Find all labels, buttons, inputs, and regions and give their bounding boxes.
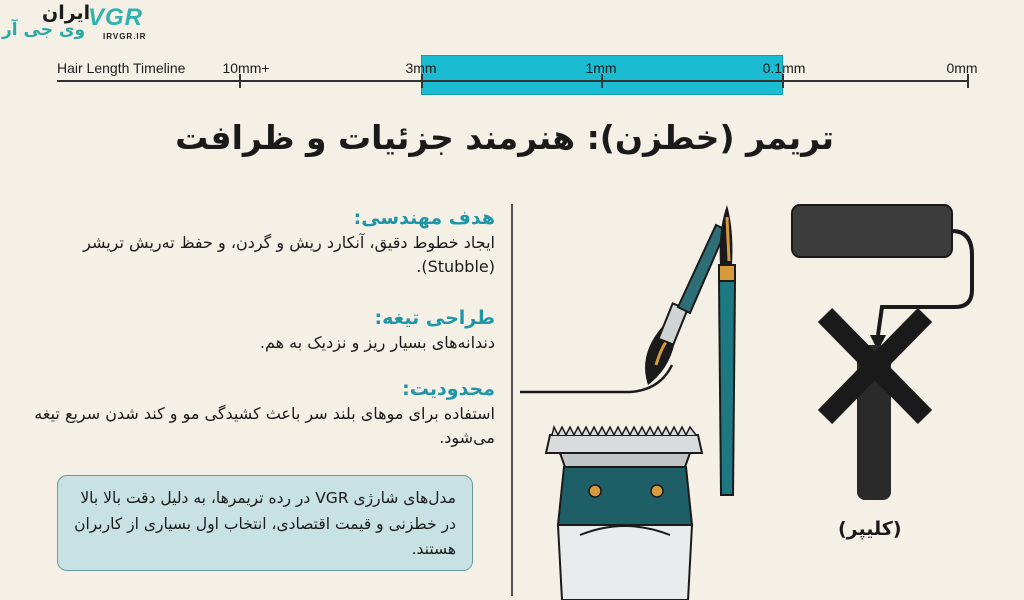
- timeline-tick: [421, 74, 423, 88]
- timeline-tick: [967, 74, 969, 88]
- section-heading: محدودیت:: [402, 378, 495, 400]
- timeline-axis: [57, 80, 969, 82]
- timeline-tick-label: 1mm: [585, 60, 617, 76]
- logo-brand: VGR: [88, 4, 144, 31]
- timeline-tick-label: 3mm: [405, 60, 437, 76]
- section-body: استفاده برای موهای بلند سر باعث کشیدگی مو و کند شدن سریع تیغه می‌شود.: [34, 403, 495, 448]
- trimmer-vs-clipper-illustration: [520, 195, 1024, 600]
- section-engineering-goal: [25, 206, 495, 280]
- vgr-note-box: مدل‌های شارژی VGR در رده تریمرها، به دلیل دقت بالا بالا در خطزنی و قیمت اقتصادی، انتخاب اول بسیاری از کاربران هستند.: [57, 475, 473, 571]
- fine-brush-icon: [719, 205, 735, 495]
- timeline-tick-label: 0mm: [946, 60, 978, 76]
- section-limitation: [25, 377, 495, 451]
- logo-persian-bottom: وی جی آر: [2, 20, 86, 40]
- paintbrush-icon: [645, 225, 726, 385]
- brand-logo: [0, 0, 175, 48]
- page-title: تریمر (خطزن): هنرمند جزئیات و ظرافت: [175, 118, 834, 157]
- logo-persian-top: ایران: [42, 2, 91, 24]
- section-heading: هدف مهندسی:: [353, 207, 495, 229]
- clipper-caption: (کلیپر): [838, 518, 902, 540]
- section-heading: طراحی تیغه:: [374, 307, 495, 329]
- timeline-tick: [782, 74, 784, 88]
- timeline-tick-label: 10mm+: [222, 60, 270, 76]
- timeline-tick: [601, 74, 603, 88]
- section-blade-design: [25, 306, 495, 355]
- timeline-label: Hair Length Timeline: [57, 60, 186, 76]
- section-body: دندانه‌های بسیار ریز و نزدیک به هم.: [259, 332, 495, 352]
- trimmer-icon: [546, 427, 702, 600]
- timeline-tick-label: 0.1mm: [762, 60, 806, 76]
- section-body: ایجاد خطوط دقیق، آنکارد ریش و گردن، و حفظ ته‌ریش تریشر (Stubble).: [83, 232, 495, 277]
- logo-url: IRVGR.IR: [103, 32, 147, 41]
- timeline-tick: [239, 74, 241, 88]
- vertical-divider: [511, 204, 513, 596]
